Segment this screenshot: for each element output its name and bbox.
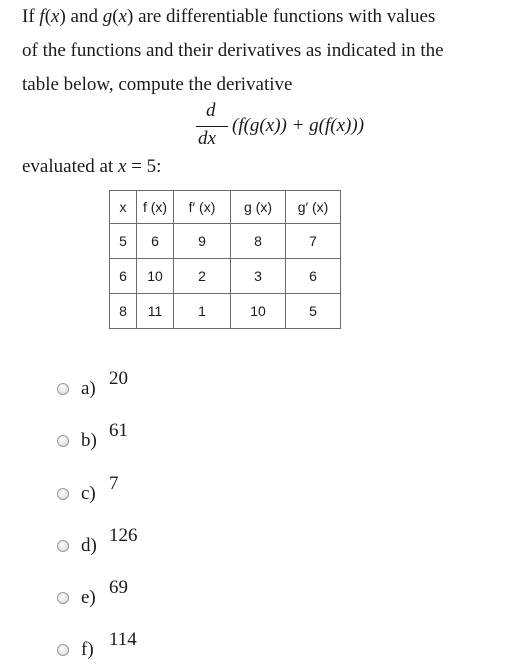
x-symbol: x [51,6,60,27]
question-line-1: If f(x) and g(x) are differentiable functions with values [22,6,436,27]
table-cell: 6 [110,259,137,294]
table-cell: 7 [286,224,341,259]
table-cell: 9 [174,224,231,259]
choice-value: 61 [109,420,128,441]
table-header-cell: x [110,191,137,224]
table-cell: 10 [231,294,286,329]
choice-value: 7 [109,473,119,494]
table-header-cell: f (x) [137,191,174,224]
choice-value: 20 [109,368,128,389]
choice-letter: a) [81,378,96,399]
derivative-expression: (f(g(x)) + g(f(x))) [232,115,365,136]
radio-button[interactable] [57,435,69,447]
radio-button[interactable] [57,540,69,552]
table-cell: 5 [110,224,137,259]
table-cell: 6 [137,224,174,259]
table-header-row [110,191,341,224]
choice-letter: b) [81,430,97,451]
x-symbol: x [118,156,127,177]
table-header-cell: g′ (x) [286,191,341,224]
choice-d[interactable] [57,525,257,562]
table-cell: 1 [174,294,231,329]
choice-value: 69 [109,577,128,598]
question-line-2: of the functions and their derivatives as indicated in the [22,40,444,61]
derivative-numerator: d [206,100,216,121]
table-row [110,259,341,294]
table-cell: 8 [231,224,286,259]
table-cell: 10 [137,259,174,294]
eval-value: = 5: [126,156,162,177]
radio-button[interactable] [57,488,69,500]
question-line-3: table below, compute the derivative [22,74,293,95]
table-cell: 6 [286,259,341,294]
evaluation-point [22,156,161,178]
fraction-bar [196,126,228,127]
f-symbol: f [39,6,45,27]
choice-e[interactable] [57,577,257,614]
choice-letter: c) [81,483,96,504]
derivative-fraction [196,100,230,154]
derivative-denominator: dx [198,128,216,149]
table-cell: 8 [110,294,137,329]
radio-button[interactable] [57,383,69,395]
table-row [110,294,341,329]
table-cell: 2 [174,259,231,294]
table-row [110,224,341,259]
radio-button[interactable] [57,644,69,656]
choice-c[interactable] [57,473,257,510]
question-text: If [22,6,40,27]
eval-text: evaluated at [22,156,119,177]
table-cell: 5 [286,294,341,329]
choice-value: 126 [109,525,138,546]
g-symbol: g [102,6,113,27]
choice-b[interactable] [57,420,257,457]
table-header-cell: f′ (x) [174,191,231,224]
table-cell: 3 [231,259,286,294]
choice-a[interactable] [57,368,257,405]
choice-letter: f) [81,639,94,660]
table-cell: 11 [137,294,174,329]
choice-letter: d) [81,535,97,556]
radio-button[interactable] [57,592,69,604]
choice-letter: e) [81,587,96,608]
values-table [109,190,341,329]
question-text: are differentiable functions with values [133,6,436,27]
x-symbol: x [118,6,127,27]
question-text: and [65,6,103,27]
choice-value: 114 [109,629,137,650]
table-header-cell: g (x) [231,191,286,224]
choice-f[interactable] [57,629,257,666]
